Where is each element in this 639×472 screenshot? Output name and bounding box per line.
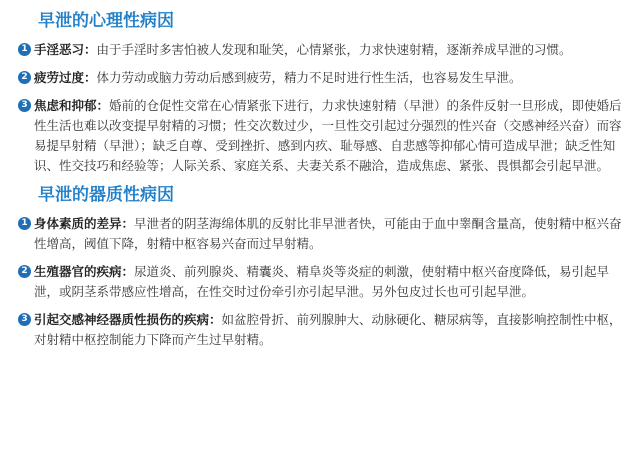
item-term: 身体素质的差异：: [34, 216, 135, 231]
number-1-icon: 1: [18, 43, 31, 56]
item-description: 由于手淫时多害怕被人发现和耻笑，心情紧张，力求快速射精，逐渐养成早泄的习惯。: [96, 42, 572, 57]
list-item: [12, 96, 625, 176]
item-description: 如盆腔骨折、前列腺肿大、动脉硬化、糖尿病等，直接影响控制性中枢，对射精中枢控制能力下降而产生过早射精。: [34, 312, 622, 347]
list-item: [12, 214, 625, 254]
item-term: 手淫恶习：: [34, 42, 97, 57]
item-description: 婚前的仓促性交常在心情紧张下进行，力求快速射精（早泄）的条件反射一旦形成，即使婚后性生活也难以改变提早射精的习惯；性交次数过少，一旦性交引起过分强烈的性兴奋（交感神经兴奋）而容易提早射精（早泄）；缺乏自尊、受到挫折、感到内疚、耻辱感、自悲感等抑郁心情可造成早泄；缺乏性知识、性交技巧和经验等；人际关系、家庭关系、夫妻关系不融洽，造成焦虑、紧张、畏惧都会引起早泄。: [34, 98, 622, 173]
item-term: 疲劳过度：: [34, 70, 97, 85]
item-description: 尿道炎、前列腺炎、精囊炎、精阜炎等炎症的刺激，使射精中枢兴奋度降低，易引起早泄，或阴茎系带感应性增高，在性交时过份牵引亦引起早泄。另外包皮过长也可引起早泄。: [34, 264, 610, 299]
list-item: [12, 40, 625, 60]
number-3-icon: 3: [18, 99, 31, 112]
section-title-organic: 早泄的器质性病因: [38, 185, 174, 205]
list-item: [12, 310, 625, 350]
item-term: 生殖器官的疾病：: [34, 264, 135, 279]
section-title-psychological: 早泄的心理性病因: [38, 11, 174, 31]
number-1-icon: 1: [18, 217, 31, 230]
list-item: [12, 68, 625, 88]
item-term: 焦虑和抑郁：: [34, 98, 110, 113]
number-3-icon: 3: [18, 313, 31, 326]
item-description: 体力劳动或脑力劳动后感到疲劳，精力不足时进行性生活，也容易发生早泄。: [96, 70, 522, 85]
item-term: 引起交感神经器质性损伤的疾病：: [34, 312, 222, 327]
number-2-icon: 2: [18, 265, 31, 278]
list-item: [12, 262, 625, 302]
number-2-icon: 2: [18, 71, 31, 84]
item-description: 早泄者的阴茎海绵体肌的反射比非早泄者快，可能由于血中睾酮含量高，使射精中枢兴奋性增高，阈值下降，射精中枢容易兴奋而过早射精。: [34, 216, 622, 251]
